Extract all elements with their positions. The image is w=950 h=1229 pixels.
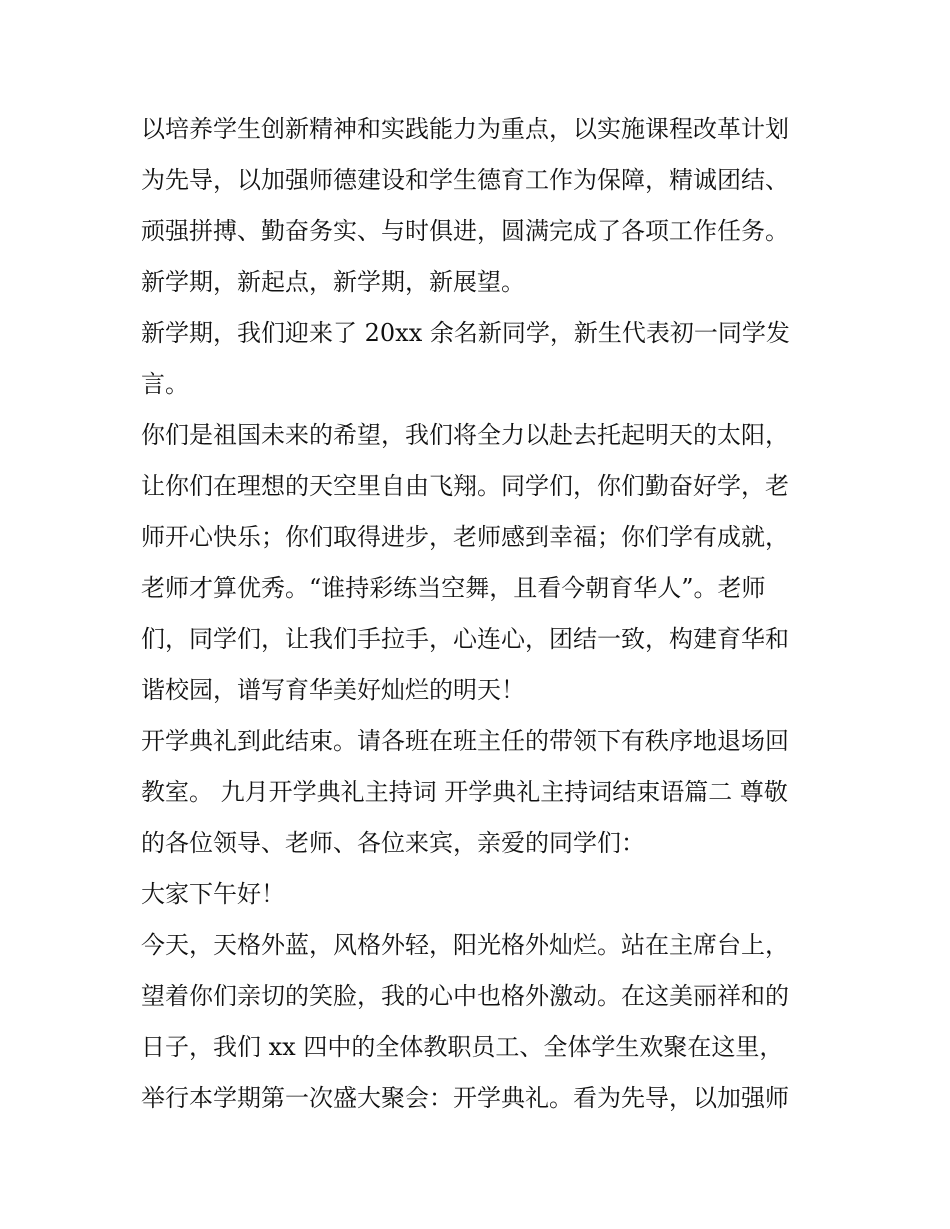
text-line: 教室。 九月开学典礼主持词 开学典礼主持词结束语篇二 尊敬 <box>141 778 788 806</box>
text-line: 望着你们亲切的笑脸，我的心中也格外激动。在这美丽祥和的 <box>141 982 789 1010</box>
text-line: 顽强拼搏、勤奋务实、与时俱进，圆满完成了各项工作任务。 <box>141 217 789 245</box>
text-line: 言。 <box>141 370 189 398</box>
text-line: 今天，天格外蓝，风格外轻，阳光格外灿烂。站在主席台上， <box>141 931 789 959</box>
text-line: 新学期，新起点，新学期，新展望。 <box>141 268 525 296</box>
text-line: 师开心快乐；你们取得进步，老师感到幸福；你们学有成就， <box>141 523 789 551</box>
text-line: 开学典礼到此结束。请各班在班主任的带领下有秩序地退场回 <box>141 727 789 755</box>
text-line: 你们是祖国未来的希望，我们将全力以赴去托起明天的太阳， <box>141 421 789 449</box>
text-line: 老师才算优秀。“谁持彩练当空舞，且看今朝育华人”。老师 <box>141 574 766 602</box>
text-line: 的各位领导、老师、各位来宾，亲爱的同学们： <box>141 829 645 857</box>
text-line: 新学期，我们迎来了 20xx 余名新同学，新生代表初一同学发 <box>141 319 790 347</box>
text-line: 大家下午好！ <box>141 880 285 908</box>
body-text <box>141 104 821 1124</box>
text-line: 以培养学生创新精神和实践能力为重点，以实施课程改革计划 <box>141 115 789 143</box>
text-line: 日子，我们 xx 四中的全体教职员工、全体学生欢聚在这里， <box>141 1033 784 1061</box>
text-line: 们，同学们，让我们手拉手，心连心，团结一致，构建育华和 <box>141 625 789 653</box>
text-line: 让你们在理想的天空里自由飞翔。同学们，你们勤奋好学，老 <box>141 472 789 500</box>
text-line: 谐校园，谱写育华美好灿烂的明天！ <box>141 676 525 704</box>
text-line: 举行本学期第一次盛大聚会：开学典礼。看为先导，以加强师 <box>141 1084 789 1112</box>
text-line: 为先导，以加强师德建设和学生德育工作为保障，精诚团结、 <box>141 166 789 194</box>
